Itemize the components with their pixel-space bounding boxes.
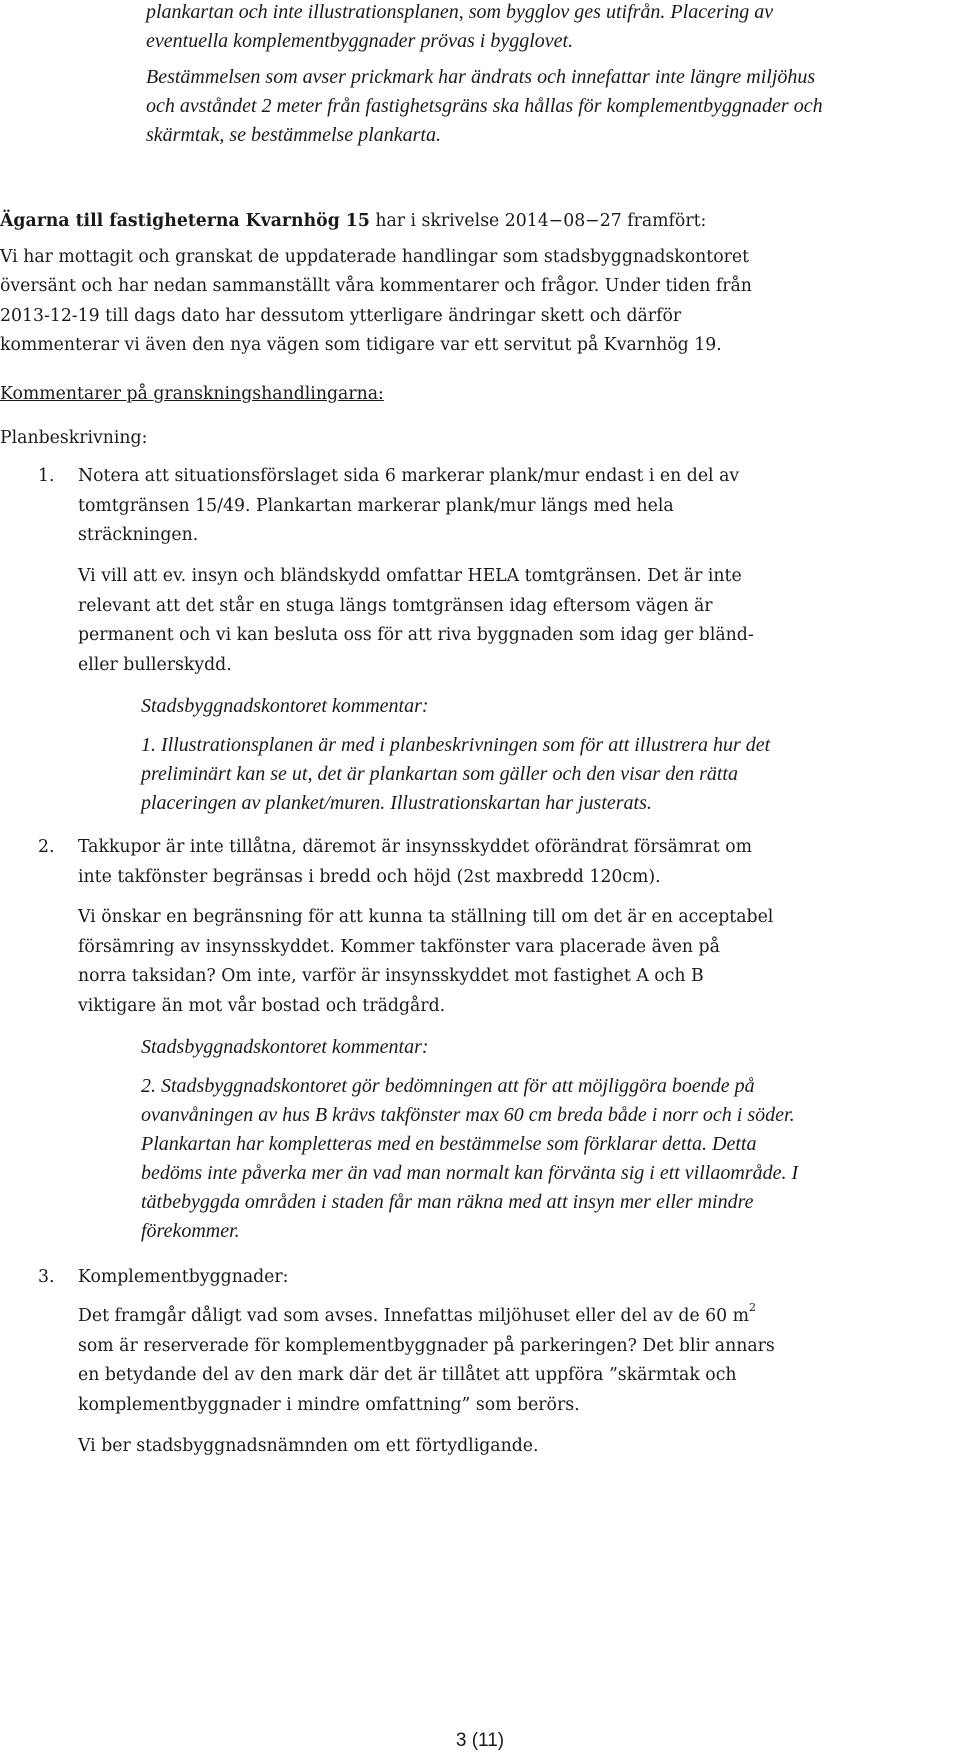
text-line: 1. Illustrationsplanen är med i planbeskrivningen som för att illustrera hur det: [141, 734, 771, 756]
item-3-paragraph-2: Vi ber stadsbyggnadsnämnden om ett förtydligande.: [78, 1436, 539, 1456]
text-line: och avståndet 2 meter från fastighetsgräns ska hållas för komplementbyggnader och: [146, 95, 823, 117]
text-line: inte takfönster begränsas i bredd och höjd (2st maxbredd 120cm).: [78, 866, 661, 887]
text-line: tätbebyggda områden i staden får man räkna med att insyn mer eller mindre: [141, 1191, 754, 1213]
text-line: kommenterar vi även den nya vägen som tidigare var ett servitut på Kvarnhög 19.: [0, 335, 722, 356]
owners-section: [0, 207, 752, 361]
owners-heading: [0, 207, 752, 237]
plan-heading: Planbeskrivning:: [0, 428, 148, 448]
text-line: förekommer.: [141, 1220, 240, 1242]
superscript: 2: [749, 1301, 757, 1315]
text-line: försämring av insynsskyddet. Kommer takfönster vara placerade även på: [78, 936, 720, 957]
page-number: 3 (11): [455, 1730, 505, 1751]
text-line: preliminärt kan se ut, det är plankartan som gäller och den visar den rätta: [141, 763, 738, 785]
item-3-paragraph: [78, 1302, 775, 1420]
text-line: Vi önskar en begränsning för att kunna ta ställning till om det är en acceptabel: [78, 907, 774, 927]
text-line: Plankartan har kompletteras med en bestämmelse som förklarar detta. Detta: [141, 1133, 757, 1155]
text-line: eventuella komplementbyggnader prövas i bygglovet.: [146, 30, 574, 52]
continuation-paragraph: [146, 0, 773, 56]
text-line: tomtgränsen 15/49. Plankartan markerar plank/mur längs med hela: [78, 495, 674, 516]
item-number: 2.: [38, 837, 55, 857]
text-line: Vi har mottagit och granskat de uppdaterade handlingar som stadsbyggnadskontoret: [0, 246, 750, 267]
item-number: 3.: [38, 1267, 55, 1287]
text-line: 2013-12-19 till dags dato har dessutom ytterligare ändringar skett och därför: [0, 305, 682, 326]
text-line: en betydande del av den mark där det är tillåtet att uppföra ”skärmtak och: [78, 1365, 737, 1386]
text-line: plankartan och inte illustrationsplanen, som bygglov ges utifrån. Placering av: [146, 1, 774, 23]
item-2-paragraph: [78, 833, 752, 892]
office-reply-1: [141, 731, 770, 818]
item-3-title: Komplementbyggnader:: [78, 1267, 289, 1287]
text-line: ovanvåningen av hus B krävs takfönster max 60 cm breda både i norr och i söder.: [141, 1104, 795, 1126]
text-span: Det framgår dåligt vad som avses. Innefattas miljöhuset eller del av de 60 m: [78, 1306, 750, 1326]
text-line: eller bullerskydd.: [78, 654, 232, 675]
text-line: översänt och har nedan sammanställt våra kommentarer och frågor. Under tiden från: [0, 276, 752, 297]
text-line: komplementbyggnader i mindre omfattning” som berörs.: [78, 1394, 580, 1415]
item-1-paragraph: [78, 462, 739, 551]
text-line: som är reserverade för komplementbyggnader på parkeringen? Det blir annars: [78, 1335, 775, 1356]
comments-heading: Kommentarer på granskningshandlingarna:: [0, 384, 384, 404]
owners-heading-bold: Ägarna till fastigheterna Kvarnhög 15: [0, 211, 370, 231]
text-line: relevant att det står en stuga längs tomtgränsen idag eftersom vägen är: [78, 595, 713, 616]
text-line: Bestämmelsen som avser prickmark har ändrats och innefattar inte längre miljöhus: [146, 66, 816, 88]
item-1-paragraph-2: [78, 562, 754, 680]
prickmark-paragraph: [146, 63, 823, 150]
text-line: Takkupor är inte tillåtna, däremot är insynsskyddet oförändrat försämrat om: [78, 837, 753, 857]
text-line: sträckningen.: [78, 525, 199, 546]
office-reply-2: [141, 1072, 798, 1246]
text-line: bedöms inte påverka mer än vad man normalt kan förvänta sig i ett villaområde. I: [141, 1162, 799, 1184]
office-comment-label: Stadsbyggnadskontoret kommentar:: [141, 1036, 429, 1058]
text-line: viktigare än mot vår bostad och trädgård.: [78, 995, 446, 1016]
text-line: skärmtak, se bestämmelse plankarta.: [146, 124, 441, 146]
text-line: permanent och vi kan besluta oss för att riva byggnaden som idag ger bländ-: [78, 625, 754, 646]
text-line: Vi vill att ev. insyn och bländskydd omfattar HELA tomtgränsen. Det är inte: [78, 566, 742, 586]
text-line: Notera att situationsförslaget sida 6 markerar plank/mur endast i en del av: [78, 466, 740, 486]
text-line: norra taksidan? Om inte, varför är insynsskyddet mot fastighet A och B: [78, 966, 704, 987]
item-number: 1.: [38, 466, 55, 486]
owners-heading-rest: har i skrivelse 2014−08−27 framfört:: [369, 211, 707, 231]
text-line: [78, 1302, 775, 1332]
item-2-paragraph-2: [78, 903, 773, 1021]
text-line: 2. Stadsbyggnadskontoret gör bedömningen att för att möjliggöra boende på: [141, 1075, 755, 1097]
text-line: placeringen av planket/muren. Illustrationskartan har justerats.: [141, 792, 652, 814]
office-comment-label: Stadsbyggnadskontoret kommentar:: [141, 695, 429, 717]
